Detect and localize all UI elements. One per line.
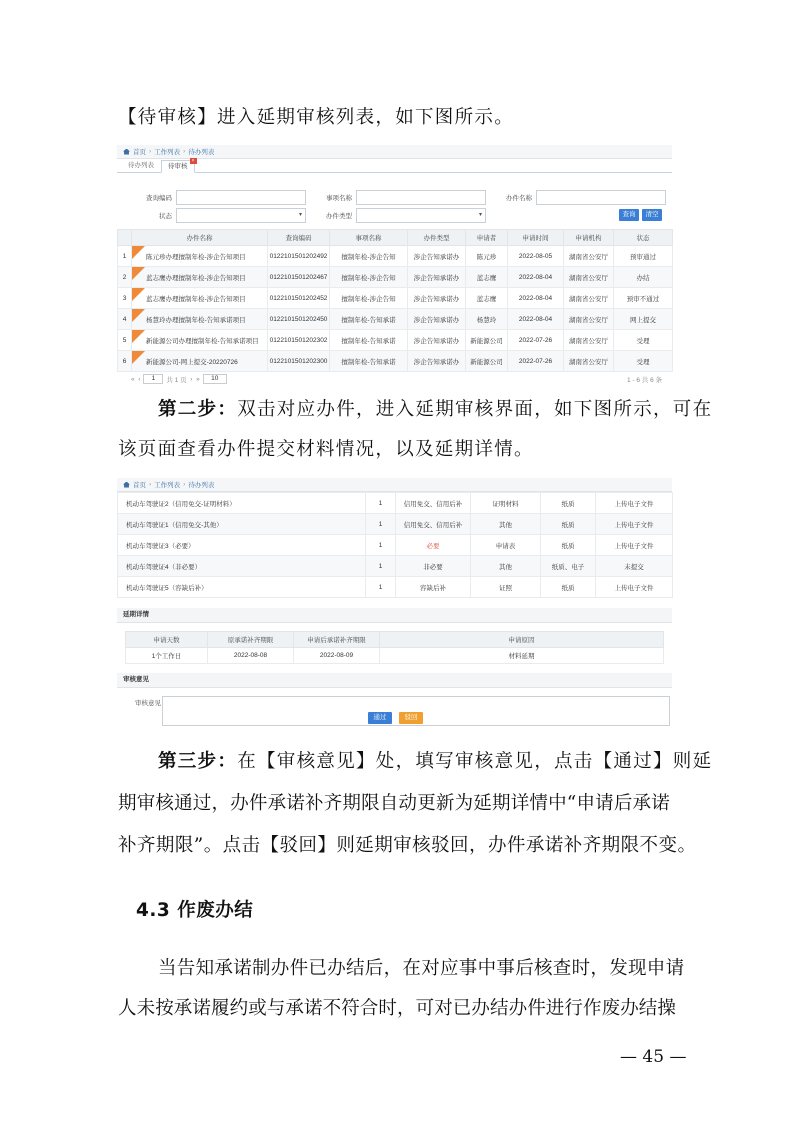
query-no-cell: 0122101501202452	[268, 288, 330, 309]
material-requirement: 信用免交、信用后补	[396, 514, 471, 535]
case-type-cell: 涉企告知承诺办	[408, 309, 466, 330]
total-pages: 共 1 页	[166, 376, 187, 384]
ribbon-icon	[132, 351, 145, 364]
query-no-cell: 0122101501202467	[268, 267, 330, 288]
filter-label: 状态	[159, 213, 172, 220]
material-name: 机动车驾驶证5（容缺后补）	[118, 577, 366, 598]
ribbon-icon	[132, 330, 145, 343]
row-index: 1	[118, 246, 132, 267]
case-name-cell	[132, 288, 268, 309]
close-icon[interactable]: ×	[190, 158, 197, 164]
case-type-select[interactable]	[356, 208, 486, 223]
material-status: 未提交	[596, 556, 673, 577]
next-page-icon[interactable]: ›	[190, 375, 193, 383]
applicant-cell: 新能源公司	[466, 330, 508, 351]
item-name-input[interactable]	[356, 190, 486, 205]
material-count: 1	[366, 577, 396, 598]
paragraph-intro: 【待审核】进入延期审核列表，如下图所示。	[118, 107, 515, 128]
prev-page-icon[interactable]: ‹	[138, 375, 141, 383]
item-name-cell: 擅制年检-涉企告知	[330, 246, 408, 267]
filter-case-name	[477, 190, 666, 205]
tab-pending-review-label: 待审核	[168, 163, 188, 170]
case-name: 蓝志鹰办理擅制年检-涉企告知项目	[146, 295, 246, 303]
col-header: 原承诺补齐期限	[208, 632, 294, 648]
case-name-cell	[132, 246, 268, 267]
applicant-cell: 陈元珍	[466, 246, 508, 267]
new-deadline: 2022-08-09	[294, 648, 380, 664]
breadcrumb-work-list[interactable]: 工作列表	[154, 482, 181, 489]
material-form: 纸质	[541, 577, 596, 598]
org-cell: 湖南省公安厅	[564, 267, 614, 288]
status-cell: 预审不通过	[614, 288, 673, 309]
home-icon	[123, 149, 130, 155]
org-cell: 湖南省公安厅	[564, 351, 614, 372]
filter-label: 事项名称	[326, 195, 352, 202]
first-page-icon[interactable]: «	[131, 375, 135, 383]
pager-summary: 1 - 6 共 6 条	[626, 376, 662, 384]
status-cell: 网上提交	[614, 309, 673, 330]
table-row[interactable]	[118, 330, 673, 351]
applicant-cell: 新能源公司	[466, 351, 508, 372]
breadcrumb-home[interactable]: 首页	[133, 482, 146, 489]
table-row[interactable]	[118, 246, 673, 267]
apply-time-cell: 2022-07-26	[508, 351, 564, 372]
material-form: 纸质	[541, 493, 596, 514]
table-row	[118, 514, 673, 535]
tab-bar	[117, 159, 672, 173]
step2-text: 双击对应办件，进入延期审核界面，如下图所示，可在	[237, 399, 713, 420]
paragraph-void-line2: 人未按承诺履约或与承诺不符合时，可对已办结办件进行作废办结操	[118, 998, 677, 1019]
table-row	[118, 556, 673, 577]
paragraph-step3-line3: 补齐期限”。点击【驳回】则延期审核驳回，办件承诺补齐期限不变。	[118, 835, 697, 856]
org-cell: 湖南省公安厅	[564, 246, 614, 267]
material-type: 其他	[471, 556, 541, 577]
org-cell: 湖南省公安厅	[564, 288, 614, 309]
apply-time-cell: 2022-08-04	[508, 267, 564, 288]
material-name: 机动车驾驶证3（必要）	[118, 535, 366, 556]
breadcrumb: 首页 › 工作列表 › 待办列表	[117, 478, 672, 492]
query-no-cell: 0122101501202492	[268, 246, 330, 267]
col-header: 状态	[614, 230, 673, 246]
material-requirement: 容缺后补	[396, 577, 471, 598]
case-type-cell: 涉企告知承诺办	[408, 246, 466, 267]
ribbon-icon	[132, 309, 145, 322]
case-name-cell	[132, 351, 268, 372]
material-status: 上传电子文件	[596, 535, 673, 556]
item-name-cell: 擅制年检-涉企告知	[330, 267, 408, 288]
case-name-cell	[132, 309, 268, 330]
ribbon-icon	[132, 288, 145, 301]
material-form: 纸质	[541, 535, 596, 556]
col-header: 申请天数	[126, 632, 208, 648]
col-header: 事项名称	[330, 230, 408, 246]
status-cell: 预审通过	[614, 246, 673, 267]
material-status: 上传电子文件	[596, 493, 673, 514]
material-requirement: 必要	[396, 535, 471, 556]
row-index: 2	[118, 267, 132, 288]
material-name: 机动车驾驶证1（信用免交-其他）	[118, 514, 366, 535]
original-deadline: 2022-08-08	[208, 648, 294, 664]
col-header: 申请机构	[564, 230, 614, 246]
material-form: 纸质	[541, 514, 596, 535]
col-header: 申请时间	[508, 230, 564, 246]
page-number: — 45 —	[620, 1047, 687, 1067]
query-no-cell: 0122101501202450	[268, 309, 330, 330]
ribbon-icon	[132, 246, 145, 259]
material-name: 机动车驾驶证4（非必要）	[118, 556, 366, 577]
material-type: 证明材料	[471, 493, 541, 514]
paragraph-step3-line1	[158, 750, 712, 774]
table-row	[126, 648, 664, 664]
table-row[interactable]	[118, 351, 673, 372]
home-icon	[123, 482, 130, 488]
table-row[interactable]	[118, 267, 673, 288]
search-button[interactable]: 查询	[619, 209, 639, 221]
filter-query-no	[117, 190, 306, 205]
delay-details-table	[125, 631, 664, 664]
col-header: 申请者	[466, 230, 508, 246]
page-size-select[interactable]: 10	[203, 374, 227, 384]
applicant-cell: 杨慧玲	[466, 309, 508, 330]
section-heading: 4.3 作废办结	[136, 900, 254, 921]
status-cell: 办结	[614, 267, 673, 288]
case-name-cell	[132, 330, 268, 351]
case-name: 新能源公司办理擅制年检-告知承诺项目	[146, 337, 259, 345]
apply-time-cell: 2022-08-04	[508, 309, 564, 330]
paragraph-void-line1: 当告知承诺制办件已办结后，在对应事中事后核查时，发现申请	[158, 958, 685, 979]
last-page-icon[interactable]: »	[196, 375, 200, 383]
table-row[interactable]	[118, 288, 673, 309]
breadcrumb: 首页 › 工作列表 › 待办列表	[117, 145, 672, 159]
review-opinion-title: 审核意见	[117, 673, 672, 688]
filter-status	[117, 208, 306, 223]
material-requirement: 信用免交、信用后补	[396, 493, 471, 514]
col-header: 查询编码	[268, 230, 330, 246]
material-count: 1	[366, 514, 396, 535]
case-name: 蓝志鹰办理擅制年检-涉企告知项目	[146, 274, 246, 282]
breadcrumb-todo-list[interactable]: 待办列表	[188, 482, 215, 489]
case-name-input[interactable]	[536, 190, 666, 205]
reject-button[interactable]: 驳回	[399, 712, 423, 724]
material-count: 1	[366, 535, 396, 556]
col-header: 办件类型	[408, 230, 466, 246]
org-cell: 湖南省公安厅	[564, 330, 614, 351]
paragraph-step2-line1	[158, 398, 712, 422]
status-cell: 受理	[614, 330, 673, 351]
filter-label: 查询编码	[146, 195, 172, 202]
table-row	[118, 493, 673, 514]
row-index: 3	[118, 288, 132, 309]
case-name: 陈元珍办理擅制年检-涉企告知项目	[146, 253, 246, 261]
row-index: 5	[118, 330, 132, 351]
case-table	[117, 229, 672, 386]
tab-pending-review[interactable]	[161, 160, 195, 173]
breadcrumb-work-list[interactable]: 工作列表	[154, 149, 181, 156]
apply-time-cell: 2022-08-04	[508, 288, 564, 309]
apply-time-cell: 2022-08-05	[508, 246, 564, 267]
step3-label: 第三步：	[158, 751, 238, 772]
tab-todo-list[interactable]: 待办列表	[128, 162, 154, 169]
pass-button[interactable]: 通过	[368, 712, 392, 724]
ribbon-icon	[132, 267, 145, 280]
pagination	[117, 372, 672, 386]
case-type-cell: 涉企告知承诺办	[408, 330, 466, 351]
material-status: 上传电子文件	[596, 577, 673, 598]
delay-details-title: 延期详情	[117, 608, 672, 623]
filter-case-type	[297, 208, 486, 223]
query-no-input[interactable]	[176, 190, 306, 205]
col-header	[118, 230, 132, 246]
material-type: 申请表	[471, 535, 541, 556]
materials-table	[117, 492, 673, 598]
applicant-cell: 蓝志鹰	[466, 288, 508, 309]
table-row	[118, 577, 673, 598]
material-type: 证照	[471, 577, 541, 598]
row-index: 6	[118, 351, 132, 372]
case-type-cell: 涉企告知承诺办	[408, 267, 466, 288]
step3-text: 在【审核意见】处，填写审核意见，点击【通过】则延	[237, 751, 713, 772]
org-cell: 湖南省公安厅	[564, 309, 614, 330]
breadcrumb-home[interactable]: 首页	[133, 149, 146, 156]
material-form: 纸质、电子	[541, 556, 596, 577]
page-input[interactable]: 1	[143, 374, 163, 384]
apply-days: 1个工作日	[126, 648, 208, 664]
item-name-cell: 擅制年检-告知承诺	[330, 309, 408, 330]
step2-label: 第二步：	[158, 399, 238, 420]
query-no-cell: 0122101501202302	[268, 330, 330, 351]
apply-reason: 材料延期	[380, 648, 664, 664]
item-name-cell: 擅制年检-告知承诺	[330, 330, 408, 351]
row-index: 4	[118, 309, 132, 330]
material-count: 1	[366, 556, 396, 577]
breadcrumb-todo-list[interactable]: 待办列表	[188, 149, 215, 156]
case-name: 杨慧玲办理擅制年检-告知承诺项目	[146, 316, 246, 324]
applicant-cell: 蓝志鹰	[466, 267, 508, 288]
table-row[interactable]	[118, 309, 673, 330]
filter-label: 办件类型	[326, 213, 352, 220]
status-select[interactable]	[176, 208, 306, 223]
filter-label: 办件名称	[506, 195, 532, 202]
filter-item-name	[297, 190, 486, 205]
material-count: 1	[366, 493, 396, 514]
col-header: 申请原因	[380, 632, 664, 648]
table-header	[126, 632, 664, 648]
item-name-cell: 擅制年检-告知承诺	[330, 351, 408, 372]
paragraph-step3-line2: 期审核通过，办件承诺补齐期限自动更新为延期详情中“申请后承诺	[118, 793, 670, 814]
screenshot-pending-review-list	[117, 145, 672, 384]
status-cell: 受理	[614, 351, 673, 372]
col-header: 申请后承诺补齐期限	[294, 632, 380, 648]
case-name: 新能源公司-网上提交-20220726	[146, 358, 238, 366]
material-status: 上传电子文件	[596, 514, 673, 535]
table-row	[118, 535, 673, 556]
material-requirement: 非必要	[396, 556, 471, 577]
table-header	[118, 230, 673, 246]
paragraph-step2-line2: 该页面查看办件提交材料情况，以及延期详情。	[118, 439, 534, 460]
case-type-cell: 涉企告知承诺办	[408, 351, 466, 372]
case-name-cell	[132, 267, 268, 288]
screenshot-delay-review	[117, 478, 672, 726]
item-name-cell: 擅制年检-涉企告知	[330, 288, 408, 309]
clear-button[interactable]: 清空	[642, 209, 662, 221]
query-no-cell: 0122101501202300	[268, 351, 330, 372]
col-header: 办件名称	[132, 230, 268, 246]
material-type: 其他	[471, 514, 541, 535]
apply-time-cell: 2022-07-26	[508, 330, 564, 351]
material-name: 机动车驾驶证2（信用免交-证明材料）	[118, 493, 366, 514]
case-type-cell: 涉企告知承诺办	[408, 288, 466, 309]
review-opinion-label: 审核意见	[135, 700, 161, 707]
